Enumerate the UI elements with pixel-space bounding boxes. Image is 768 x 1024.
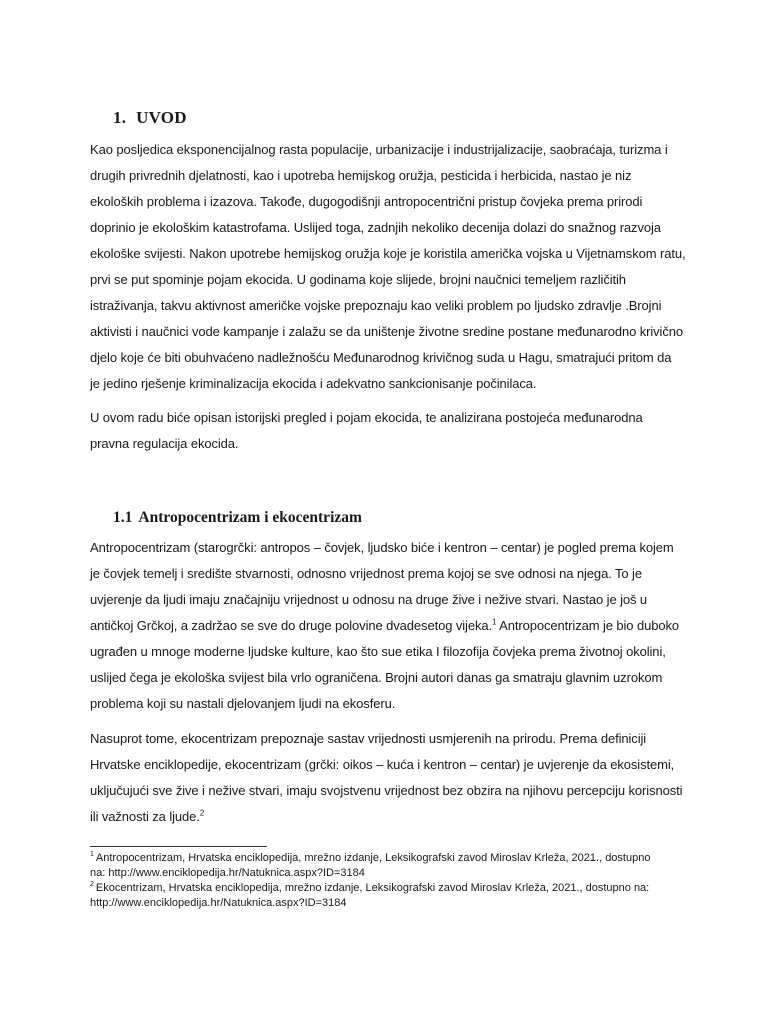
text-line: ugrađen u mnoge moderne ljudske kulture, kao što sue etika I filozofija čovjeka prema životnoj okolini, bbox=[90, 644, 666, 659]
footnote-text: Antropocentrizam, Hrvatska enciklopedija, mrežno izdanje, Leksikografski zavod Miroslav Krleža, 2021., dostupno bbox=[95, 852, 651, 864]
footnote-separator bbox=[90, 846, 267, 847]
text-line bbox=[90, 804, 690, 830]
text-line: drugih privrednih djelatnosti, kao i upotreba hemijskog oružja, pesticida i herbicida, nastao je niz bbox=[90, 168, 632, 183]
text-segment: Antropocentrizam je bio duboko bbox=[496, 618, 680, 633]
subsection-title: Antropocentrizam i ekocentrizam bbox=[138, 509, 362, 526]
antropocentrizam-paragraph bbox=[90, 535, 690, 717]
text-line: je jedino rješenje kriminalizacija ekocida i adekvatno sankcionisanje počinilaca. bbox=[90, 376, 537, 391]
subsection-heading bbox=[113, 509, 362, 527]
uvod-paragraph-2 bbox=[90, 405, 690, 457]
subsection-number: 1.1 bbox=[113, 509, 133, 526]
footnote-mark: 1 bbox=[90, 851, 94, 859]
section-title: UVOD bbox=[136, 108, 187, 127]
text-line: ekoloških problema i izazova. Takođe, dugogodišnji antropocentrični pristup čovjeka prema prirodi bbox=[90, 194, 643, 209]
footnotes bbox=[90, 851, 690, 911]
footnote-link[interactable]: na: http://www.enciklopedija.hr/Natuknica.aspx?ID=3184 bbox=[90, 867, 365, 879]
ekocentrizam-paragraph bbox=[90, 726, 690, 830]
text-line: ekološke svijesti. Nakon upotrebe hemijskog oružja koje je koristila američka vojska u Vijetnamskom ratu, bbox=[90, 246, 686, 261]
footnote-ref[interactable]: 2 bbox=[199, 808, 205, 818]
text-line: Nasuprot tome, ekocentrizam prepoznaje sastav vrijednosti usmjerenih na prirodu. Prema definiciji bbox=[90, 731, 647, 746]
text-line: pravna regulacija ekocida. bbox=[90, 436, 239, 451]
text-line: aktivisti i naučnici vode kampanje i zalažu se da uništenje životne sredine postane međunarodno krivično bbox=[90, 324, 684, 339]
text-line: uslijed čega je ekološka svijest bila vrlo ograničena. Brojni autori danas ga smatraju glavnim uzrokom bbox=[90, 670, 663, 685]
text-segment: ili važnosti za ljude. bbox=[90, 809, 200, 824]
text-line: je čovjek temelj i središte stvarnosti, odnosno vrijednost prema kojoj se sve odnosi na njega. To je bbox=[90, 566, 642, 581]
footnote-link[interactable]: http://www.enciklopedija.hr/Natuknica.aspx?ID=3184 bbox=[90, 897, 347, 909]
text-line: U ovom radu biće opisan istorijski pregled i pojam ekocida, te analizirana postojeća međunarodna bbox=[90, 410, 643, 425]
text-line bbox=[90, 613, 690, 639]
text-line: prvi se put spominje pojam ekocida. U godinama koje slijede, brojni naučnici temeljem različitih bbox=[90, 272, 626, 287]
section-number: 1. bbox=[113, 108, 127, 127]
text-line: djelo koje će biti obuhvaćeno nadležnošću Međunarodnog krivičnog suda u Hagu, smatrajući pritom da bbox=[90, 350, 672, 365]
footnote-mark: 2 bbox=[90, 881, 94, 889]
text-line: uvjerenje da ljudi imaju značajniju vrijednost u odnosu na druge žive i nežive stvari. Nastao je još u bbox=[90, 592, 648, 607]
footnote-line bbox=[90, 881, 690, 896]
text-line: doprinio je ekološkim katastrofama. Uslijed toga, zadnjih nekoliko decenija dolazi do snažnog razvoja bbox=[90, 220, 661, 235]
footnote-line bbox=[90, 851, 690, 866]
section-heading-uvod bbox=[113, 108, 187, 128]
uvod-paragraph-1 bbox=[90, 137, 690, 397]
text-line: Kao posljedica eksponencijalnog rasta populacije, urbanizacije i industrijalizacije, saobraćaja, turizma i bbox=[90, 142, 668, 157]
text-line: Antropocentrizam (starogrčki: antropos – čovjek, ljudsko biće i kentron – centar) je pogled prema kojem bbox=[90, 540, 674, 555]
text-segment: antičkoj Grčkoj, a zadržao se sve do druge polovine dvadesetog vijeka. bbox=[90, 618, 493, 633]
footnote-ref[interactable]: 1 bbox=[492, 617, 497, 627]
text-line: Hrvatske enciklopedije, ekocentrizam (grčki: oikos – kuća i kentron – centar) je uvjerenje da ekosistemi, bbox=[90, 757, 675, 772]
text-line: problema koji su nastali djelovanjem ljudi na ekosferu. bbox=[90, 696, 396, 711]
text-line: uključujući sve žive i nežive stvari, imaju svojstvenu vrijednost bez obzira na njihovu percepciju korisnosti bbox=[90, 783, 683, 798]
text-line: istraživanja, takvu aktivnost američke vojske prepoznaju kao veliki problem po ljudsko zdravlje .Brojni bbox=[90, 298, 662, 313]
footnote-text: Ekocentrizam, Hrvatska enciklopedija, mrežno izdanje, Leksikografski zavod Miroslav Krleža, 2021., dostupno na: bbox=[95, 882, 650, 894]
